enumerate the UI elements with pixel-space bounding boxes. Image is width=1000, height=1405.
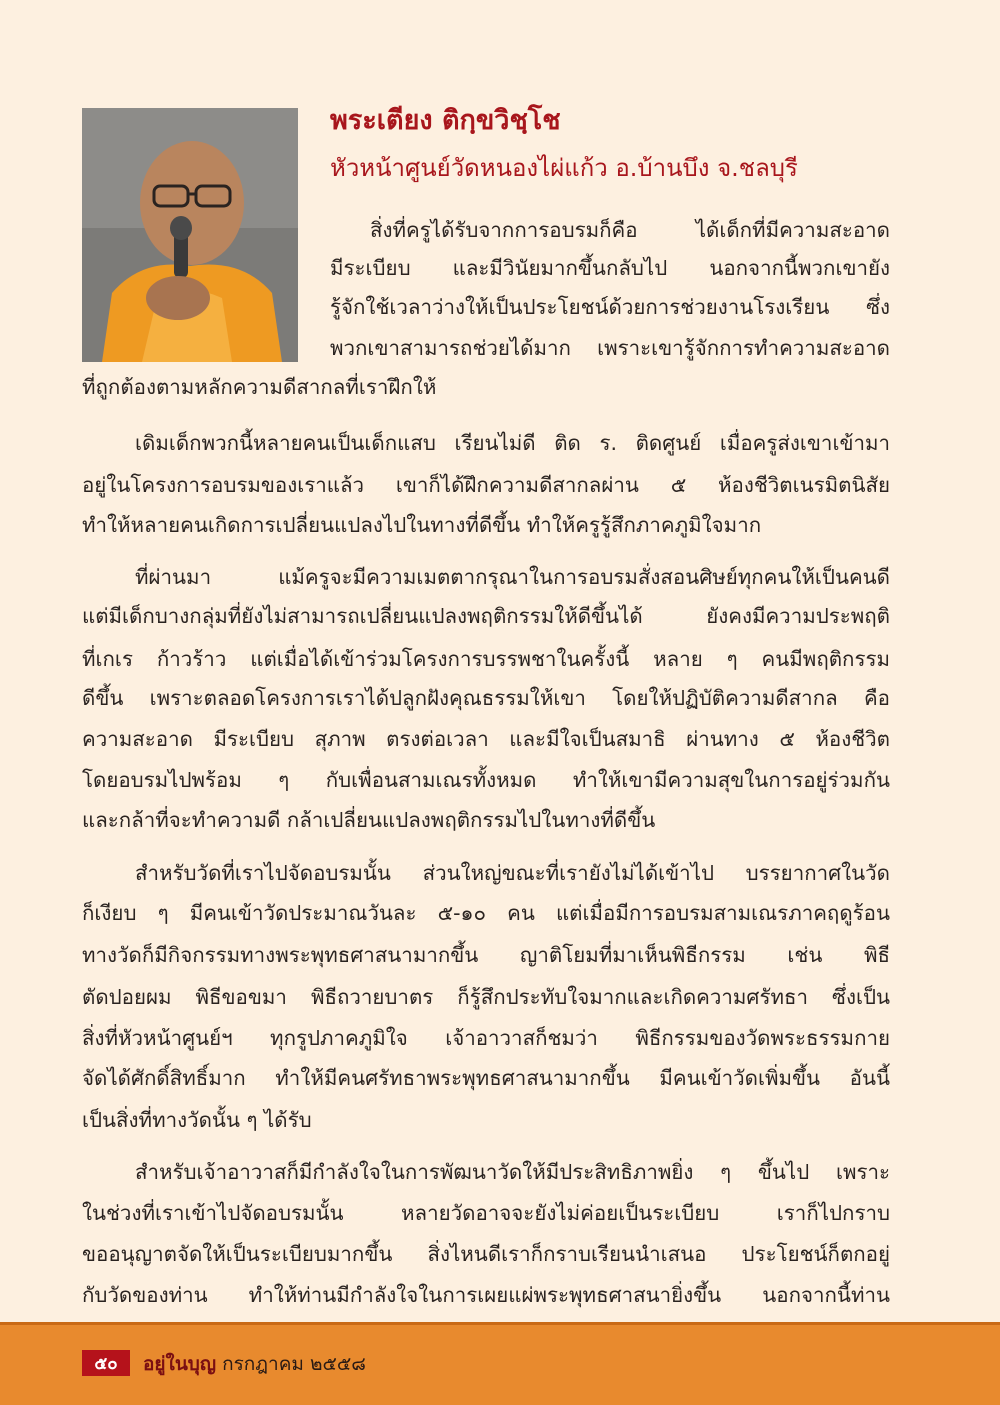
body-text-line: แต่มีเด็กบางกลุ่มที่ยังไม่สามารถเปลี่ยนแปลงพฤติกรรมให้ดีขึ้นได้ ยังคงมีความประพฤติ	[82, 604, 890, 628]
monk-name-heading: พระเตียง ติกฺขวิชฺโช	[330, 105, 561, 136]
body-text-line: สำหรับเจ้าอาวาสก็มีกำลังใจในการพัฒนาวัดให้มีประสิทธิภาพยิ่ง ๆ ขึ้นไป เพราะ	[135, 1160, 890, 1184]
body-text-line: ทำให้หลายคนเกิดการเปลี่ยนแปลงไปในทางที่ดีขึ้น ทำให้ครูรู้สึกภาคภูมิใจมาก	[82, 513, 762, 537]
body-text-line: สิ่งที่หัวหน้าศูนย์ฯ ทุกรูปภาคภูมิใจ เจ้าอาวาสก็ชมว่า พิธีกรรมของวัดพระธรรมกาย	[82, 1026, 890, 1050]
footer-divider	[0, 1322, 1000, 1325]
body-text-line: ที่ถูกต้องตามหลักความดีสากลที่เราฝึกให้	[82, 375, 437, 399]
page-number-badge: ๕๐	[82, 1350, 130, 1376]
magazine-title: อยู่ในบุญ	[143, 1353, 217, 1375]
body-text-line: ความสะอาด มีระเบียบ สุภาพ ตรงต่อเวลา และมีใจเป็นสมาธิ ผ่านทาง ๕ ห้องชีวิต	[82, 727, 890, 751]
magazine-credit	[143, 1349, 366, 1379]
body-text-line: ดีขึ้น เพราะตลอดโครงการเราได้ปลูกฝังคุณธรรมให้เขา โดยให้ปฏิบัติความดีสากล คือ	[82, 686, 890, 710]
body-text-line: ที่ผ่านมา แม้ครูจะมีความเมตตากรุณาในการอบรมสั่งสอนศิษย์ทุกคนให้เป็นคนดี	[135, 565, 890, 589]
body-text-line: เดิมเด็กพวกนี้หลายคนเป็นเด็กแสบ เรียนไม่ดี ติด ร. ติดศูนย์ เมื่อครูส่งเขาเข้ามา	[135, 431, 890, 455]
body-text-line: และกล้าที่จะทำความดี กล้าเปลี่ยนแปลงพฤติกรรมไปในทางที่ดีขึ้น	[82, 808, 656, 832]
body-text-line: ที่เกเร ก้าวร้าว แต่เมื่อได้เข้าร่วมโครงการบรรพชาในครั้งนี้ หลาย ๆ คนมีพฤติกรรม	[82, 647, 890, 671]
body-text-line: จัดได้ศักดิ์สิทธิ์มาก ทำให้มีคนศรัทธาพระพุทธศาสนามากขึ้น มีคนเข้าวัดเพิ่มขึ้น อันนี้	[82, 1066, 890, 1090]
monk-position-subheading: หัวหน้าศูนย์วัดหนองไผ่แก้ว อ.บ้านบึง จ.ชลบุรี	[330, 154, 798, 182]
body-text-line: รู้จักใช้เวลาว่างให้เป็นประโยชน์ด้วยการช่วยงานโรงเรียน ซึ่ง	[330, 295, 890, 319]
issue-date: กรกฎาคม ๒๕๕๘	[222, 1353, 366, 1375]
body-text-line: โดยอบรมไปพร้อม ๆ กับเพื่อนสามเณรทั้งหมด ทำให้เขามีความสุขในการอยู่ร่วมกัน	[82, 768, 890, 792]
body-text-line: สิ่งที่ครูได้รับจากการอบรมก็คือ ได้เด็กที่มีความสะอาด	[370, 218, 890, 242]
body-text-line: ขออนุญาตจัดให้เป็นระเบียบมากขึ้น สิ่งไหนดีเราก็กราบเรียนนำเสนอ ประโยชน์ก็ตกอยู่	[82, 1242, 890, 1266]
monk-portrait-photo	[82, 108, 298, 362]
body-text-line: ตัดปอยผม พิธีขอขมา พิธีถวายบาตร ก็รู้สึกประทับใจมากและเกิดความศรัทธา ซึ่งเป็น	[82, 985, 890, 1009]
body-text-line: สำหรับวัดที่เราไปจัดอบรมนั้น ส่วนใหญ่ขณะที่เรายังไม่ได้เข้าไป บรรยากาศในวัด	[135, 861, 890, 885]
body-text-line: อยู่ในโครงการอบรมของเราแล้ว เขาก็ได้ฝึกความดีสากลผ่าน ๕ ห้องชีวิตเนรมิตนิสัย	[82, 473, 890, 497]
body-text-line: เป็นสิ่งที่ทางวัดนั้น ๆ ได้รับ	[82, 1108, 312, 1132]
body-text-line: ทางวัดก็มีกิจกรรมทางพระพุทธศาสนามากขึ้น ญาติโยมที่มาเห็นพิธีกรรม เช่น พิธี	[82, 943, 890, 967]
body-text-line: พวกเขาสามารถช่วยได้มาก เพราะเขารู้จักการทำความสะอาด	[330, 336, 890, 360]
body-text-line: มีระเบียบ และมีวินัยมากขึ้นกลับไป นอกจากนี้พวกเขายัง	[330, 256, 890, 280]
body-text-line: กับวัดของท่าน ทำให้ท่านมีกำลังใจในการเผยแผ่พระพุทธศาสนายิ่งขึ้น นอกจากนี้ท่าน	[82, 1283, 890, 1307]
body-text-line: ในช่วงที่เราเข้าไปจัดอบรมนั้น หลายวัดอาจจะยังไม่ค่อยเป็นระเบียบ เราก็ไปกราบ	[82, 1201, 890, 1225]
body-text-line: ก็เงียบ ๆ มีคนเข้าวัดประมาณวันละ ๕-๑๐ คน แต่เมื่อมีการอบรมสามเณรภาคฤดูร้อน	[82, 901, 890, 925]
